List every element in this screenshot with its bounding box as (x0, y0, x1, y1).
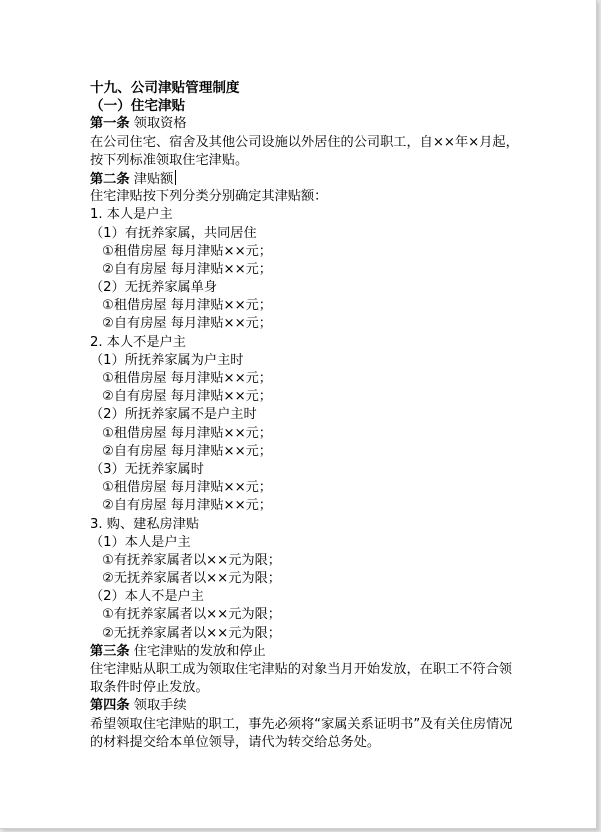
category-3-sub-1-item-2: ②无抚养家属者以××元为限； (102, 571, 281, 587)
article-2-number: 第二条 (90, 171, 130, 187)
category-2-sub-2-item-1: ①租借房屋 每月津贴××元； (102, 425, 272, 441)
article-2-intro: 住宅津贴按下列分类分别确定其津贴额： (90, 189, 328, 205)
category-2-sub-2-label: （2）所抚养家属不是户主时 (90, 407, 257, 423)
category-3-sub-2-item-2: ②无抚养家属者以××元为限； (102, 625, 281, 641)
article-1-number: 第一条 (90, 116, 130, 132)
category-1-sub-2-item-1: ①租借房屋 每月津贴××元； (102, 298, 272, 314)
article-1-body: 在公司住宅、宿舍及其他公司设施以外居住的公司职工，自××年×月起，按下列标准领取住宅津贴。 (90, 134, 519, 168)
article-3-number: 第三条 (90, 643, 130, 659)
category-3-sub-2-label: （2）本人不是户主 (90, 589, 204, 605)
category-2-sub-2-item-2: ②自有房屋 每月津贴××元； (102, 443, 272, 459)
article-4-header (90, 697, 520, 715)
article-4-number: 第四条 (90, 698, 130, 714)
category-2-sub-3-item-1: ①租借房屋 每月津贴××元； (102, 480, 272, 496)
category-2-sub-3-item-2: ②自有房屋 每月津贴××元； (102, 498, 272, 514)
document-body[interactable] (90, 79, 520, 752)
category-2-label: 2. 本人不是户主 (90, 334, 186, 350)
article-4-heading: 领取手续 (133, 698, 187, 714)
article-2-header (90, 170, 520, 188)
category-3-sub-1-item-1: ①有抚养家属者以××元为限； (102, 552, 281, 568)
article-2-heading: 津贴额 (133, 171, 174, 187)
category-3-sub-2-item-1: ①有抚养家属者以××元为限； (102, 607, 281, 623)
category-3-label: 3. 购、建私房津贴 (90, 516, 200, 532)
category-1-sub-1-item-2: ②自有房屋 每月津贴××元； (102, 261, 272, 277)
category-2-sub-1-item-2: ②自有房屋 每月津贴××元； (102, 389, 272, 405)
category-2-sub-1-label: （1）所抚养家属为户主时 (90, 352, 244, 368)
article-3-heading: 住宅津贴的发放和停止 (133, 643, 266, 659)
category-1-sub-2-item-2: ②自有房屋 每月津贴××元； (102, 316, 272, 332)
category-1-sub-2-label: （2）无抚养家属单身 (90, 280, 218, 296)
article-3-header (90, 643, 520, 661)
category-1-label: 1. 本人是户主 (90, 207, 173, 223)
chapter-title: 十九、公司津贴管理制度 (90, 80, 240, 96)
category-1-sub-1-label: （1）有抚养家属，共同居住 (90, 225, 257, 241)
category-2-sub-1-item-1: ①租借房屋 每月津贴××元； (102, 371, 272, 387)
category-1-sub-1-item-1: ①租借房屋 每月津贴××元； (102, 243, 272, 259)
article-4-body: 希望领取住宅津贴的职工，事先必须将“家属关系证明书”及有关住房情况的材料提交给本单位领导，请代为转交给总务处。 (90, 716, 513, 750)
article-1-header (90, 115, 520, 133)
category-3-sub-1-label: （1）本人是户主 (90, 534, 191, 550)
text-cursor (175, 170, 176, 185)
category-2-sub-3-label: （3）无抚养家属时 (90, 461, 204, 477)
section-title: （一）住宅津贴 (90, 98, 186, 115)
article-1-heading: 领取资格 (133, 116, 187, 132)
article-3-body: 住宅津贴从职工成为领取住宅津贴的对象当月开始发放，在职工不符合领取条件时停止发放。 (90, 662, 512, 696)
